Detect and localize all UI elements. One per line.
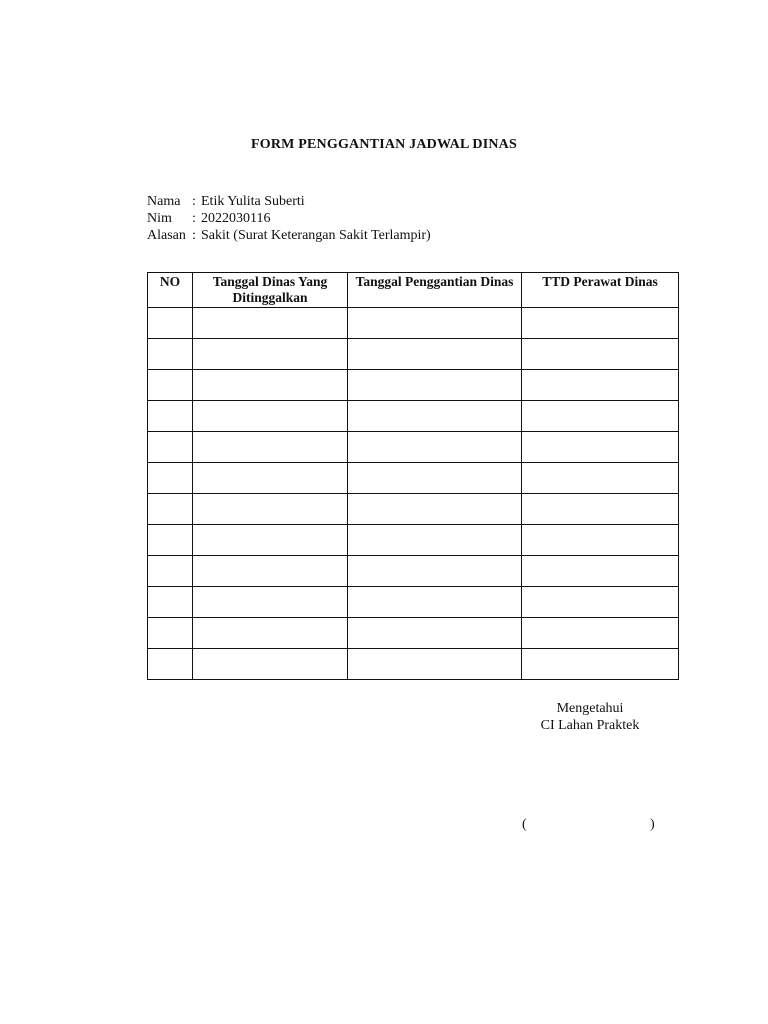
table-cell[interactable] (522, 401, 679, 432)
table-cell[interactable] (522, 525, 679, 556)
table-cell[interactable] (148, 401, 193, 432)
page-title: FORM PENGGANTIAN JADWAL DINAS (251, 137, 517, 152)
table-row (148, 339, 679, 370)
table-row (148, 556, 679, 587)
signature-paren-close: ) (650, 817, 655, 832)
info-row-nim (147, 210, 431, 227)
column-header-tanggal-penggantian: Tanggal Penggantian Dinas (348, 273, 522, 308)
table-cell[interactable] (522, 494, 679, 525)
table-cell[interactable] (522, 432, 679, 463)
table-cell[interactable] (193, 587, 348, 618)
info-colon: : (192, 211, 196, 226)
table-cell[interactable] (522, 587, 679, 618)
info-colon: : (192, 228, 196, 243)
table-cell[interactable] (348, 432, 522, 463)
ack-mengetahui: Mengetahui (556, 701, 624, 716)
info-label: Alasan (147, 228, 186, 243)
table-row (148, 618, 679, 649)
table-row (148, 587, 679, 618)
table-cell[interactable] (193, 401, 348, 432)
table-cell[interactable] (522, 618, 679, 649)
table-cell[interactable] (148, 494, 193, 525)
table-cell[interactable] (193, 432, 348, 463)
info-label: Nim (147, 211, 172, 226)
table-cell[interactable] (522, 308, 679, 339)
table-cell[interactable] (193, 525, 348, 556)
schedule-table (147, 272, 679, 680)
table-cell[interactable] (348, 649, 522, 680)
table-cell[interactable] (522, 463, 679, 494)
column-header-ttd: TTD Perawat Dinas (522, 273, 679, 308)
table-cell[interactable] (522, 649, 679, 680)
ack-ci-lahan: CI Lahan Praktek (540, 718, 640, 733)
table-cell[interactable] (148, 525, 193, 556)
table-row (148, 370, 679, 401)
info-value-alasan: Sakit (Surat Keterangan Sakit Terlampir) (201, 228, 431, 243)
table-cell[interactable] (348, 556, 522, 587)
student-info (147, 193, 431, 244)
table-cell[interactable] (193, 370, 348, 401)
table-cell[interactable] (348, 494, 522, 525)
table-cell[interactable] (348, 463, 522, 494)
table-header-row (148, 273, 679, 308)
table-cell[interactable] (522, 370, 679, 401)
table-cell[interactable] (348, 370, 522, 401)
table-cell[interactable] (348, 618, 522, 649)
table-row (148, 308, 679, 339)
table-cell[interactable] (148, 370, 193, 401)
table-cell[interactable] (193, 339, 348, 370)
table-cell[interactable] (148, 339, 193, 370)
table-row (148, 432, 679, 463)
info-colon: : (192, 194, 196, 209)
table-cell[interactable] (193, 649, 348, 680)
table-cell[interactable] (348, 525, 522, 556)
info-value-nim: 2022030116 (201, 211, 271, 226)
table-cell[interactable] (348, 401, 522, 432)
table-cell[interactable] (193, 463, 348, 494)
table-row (148, 649, 679, 680)
table-row (148, 463, 679, 494)
table-cell[interactable] (148, 432, 193, 463)
table-cell[interactable] (193, 556, 348, 587)
table-row (148, 401, 679, 432)
column-header-tanggal-ditinggalkan: Tanggal Dinas Yang Ditinggalkan (193, 273, 348, 308)
table-cell[interactable] (193, 618, 348, 649)
info-row-nama (147, 193, 431, 210)
column-header-no: NO (148, 273, 193, 308)
table-cell[interactable] (193, 308, 348, 339)
table-row (148, 525, 679, 556)
table-cell[interactable] (522, 339, 679, 370)
info-value-nama: Etik Yulita Suberti (201, 194, 305, 209)
table-cell[interactable] (148, 308, 193, 339)
table-cell[interactable] (148, 556, 193, 587)
table-cell[interactable] (348, 587, 522, 618)
table-cell[interactable] (148, 463, 193, 494)
table-cell[interactable] (193, 494, 348, 525)
info-label: Nama (147, 194, 181, 209)
signature-paren-open: ( (522, 817, 527, 832)
table-cell[interactable] (148, 587, 193, 618)
table-cell[interactable] (522, 556, 679, 587)
info-row-alasan (147, 227, 431, 244)
table-row (148, 494, 679, 525)
table-cell[interactable] (348, 339, 522, 370)
table-cell[interactable] (148, 649, 193, 680)
table-cell[interactable] (348, 308, 522, 339)
table-cell[interactable] (148, 618, 193, 649)
